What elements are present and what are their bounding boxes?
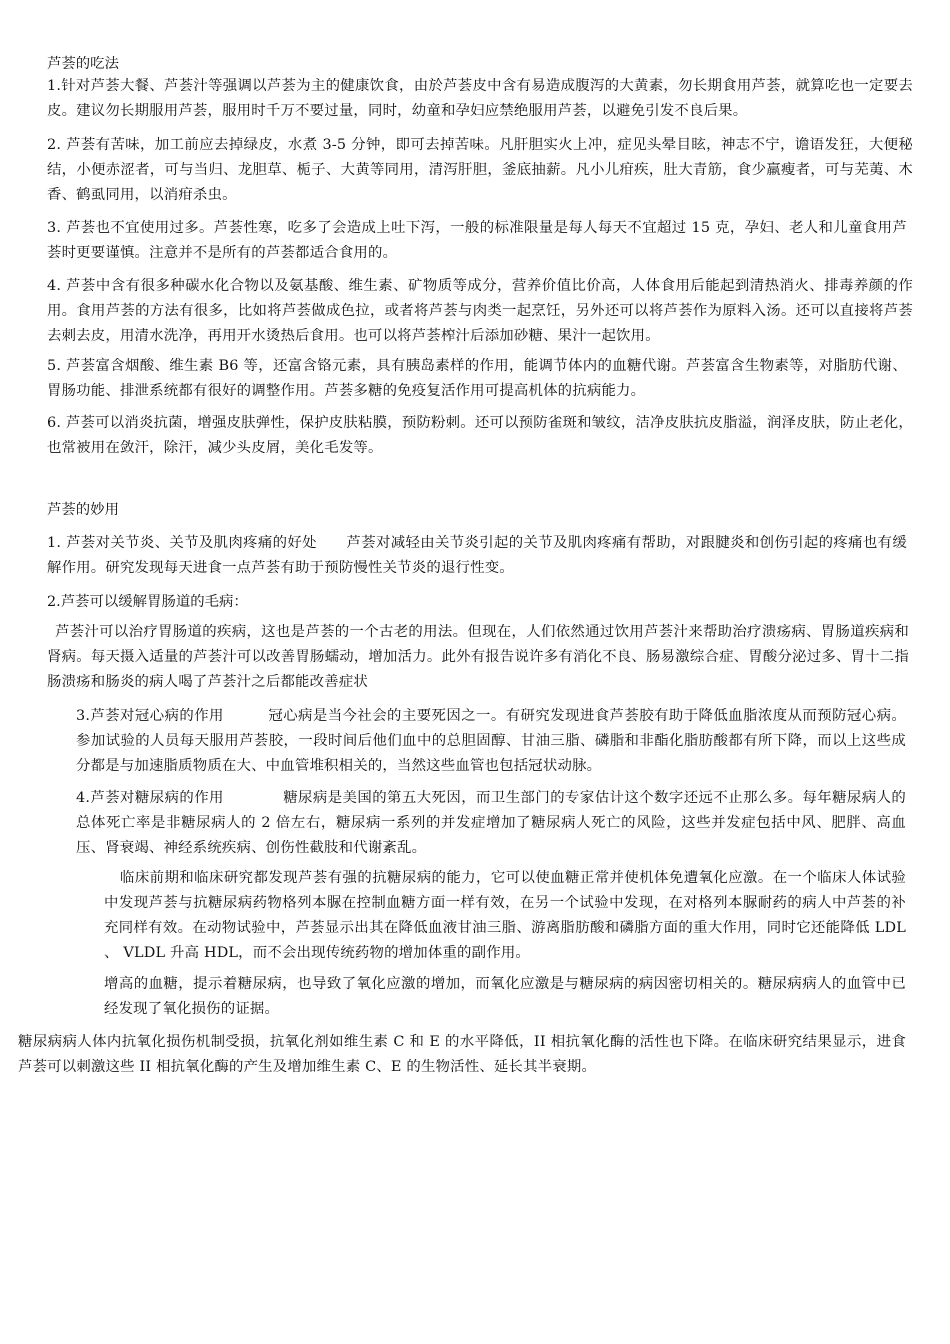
paragraph-uses-6: 增高的血糖，提示着糖尿病，也导致了氧化应激的增加，而氧化应激是与糖尿病的病因密切相关的。糖尿病病人的血管中已经发现了氧化损伤的证据。 xyxy=(104,976,906,1017)
paragraph-uses-1: 1. 芦荟对关节炎、关节及肌肉疼痛的好处 芦荟对减轻由关节炎引起的关节及肌肉疼痛有帮助，对跟腱炎和创伤引起的疼痛也有缓解作用。研究发现每天进食一点芦荟有助于预防慢性关节炎的退行性变。 xyxy=(47,535,907,576)
paragraph-eating-3: 3. 芦荟也不宜使用过多。芦荟性寒，吃多了会造成上吐下泻，一般的标准限量是每人每天不宜超过 15 克，孕妇、老人和儿童食用芦荟时更要谨慎。注意并不是所有的芦荟都适合食用的。 xyxy=(47,220,907,261)
paragraph-eating-5: 5. 芦荟富含烟酸、维生素 B6 等，还富含铬元素，具有胰岛素样的作用，能调节体内的血糖代谢。芦荟富含生物素等，对脂肪代谢、胃肠功能、排泄系统都有很好的调整作用。芦荟多糖的免疫复活作用可提高机体的抗病能力。 xyxy=(47,358,907,399)
paragraph-eating-4: 4. 芦荟中含有很多种碳水化合物以及氨基酸、维生素、矿物质等成分，营养价值比价高，人体食用后能起到清热消火、排毒养颜的作用。食用芦荟的方法有很多，比如将芦荟做成色拉，或者将芦荟与肉类一起烹饪，另外还可以将芦荟作为原料入汤。还可以直接将芦荟去刺去皮，用清水洗净，再用开水烫热后食用。也可以将芦荟榨汁后添加砂糖、果汁一起饮用。 xyxy=(47,278,913,344)
paragraph-eating-6: 6. 芦荟可以消炎抗菌，增强皮肤弹性，保护皮肤粘膜，预防粉刺。还可以预防雀斑和皱纹，洁净皮肤抗皮脂溢，润泽皮肤，防止老化，也常被用在敛汗，除汗，减少头皮屑，美化毛发等。 xyxy=(47,415,913,456)
paragraph-eating-2: 2. 芦荟有苦味，加工前应去掉绿皮，水煮 3-5 分钟，即可去掉苦味。凡肝胆实火上冲，症见头晕目眩，神志不宁，谵语发狂，大便秘结，小便赤涩者，可与当归、龙胆草、栀子、大黄等同用，清泻肝胆，釜底抽薪。凡小儿疳疾，肚大青筋，食少羸瘦者，可与芜荑、木香、鹤虱同用，以消疳杀虫。 xyxy=(47,137,913,203)
paragraph-uses-2-body: 芦荟汁可以治疗胃肠道的疾病，这也是芦荟的一个古老的用法。但现在，人们依然通过饮用芦荟汁来帮助治疗溃疡病、胃肠道疾病和肾病。每天摄入适量的芦荟汁可以改善胃肠蠕动，增加活力。此外有报告说许多有消化不良、肠易激综合症、胃酸分泌过多、胃十二指肠溃疡和肠炎的病人喝了芦荟汁之后都能改善症状 xyxy=(47,624,909,690)
paragraph-uses-2-title: 2.芦荟可以缓解胃肠道的毛病： xyxy=(47,594,248,610)
paragraph-uses-4: 4.芦荟对糖尿病的作用 糖尿病是美国的第五大死因，而卫生部门的专家估计这个数字还远不止那么多。每年糖尿病人的总体死亡率是非糖尿病人的 2 倍左右，糖尿病一系列的并发症增加了糖尿病人死亡的风险，这些并发症包括中风、肥胖、高血压、肾衰竭、神经系统疾病、创伤性截肢和代谢紊乱。 xyxy=(76,790,906,856)
paragraph-eating-1: 1.针对芦荟大餐、芦荟汁等强调以芦荟为主的健康饮食，由於芦荟皮中含有易造成腹泻的大黄素，勿长期食用芦荟，就算吃也一定要去皮。建议勿长期服用芦荟，服用时千万不要过量，同时，幼童和孕妇应禁绝服用芦荟，以避免引发不良后果。 xyxy=(47,78,913,119)
paragraph-uses-5: 临床前期和临床研究都发现芦荟有强的抗糖尿病的能力，它可以使血糖正常并使机体免遭氧化应激。在一个临床人体试验中发现芦荟与抗糖尿病药物格列本脲在控制血糖方面一样有效，在另一个试验中发现，在对格列本脲耐药的病人中芦荟的补充同样有效。在动物试验中，芦荟显示出其在降低血液甘油三脂、游离脂肪酸和磷脂方面的重大作用，同时它还能降低 LDL 、 VLDL 升高 HDL，而不会出现传统药物的增加体重的副作用。 xyxy=(104,870,906,961)
paragraph-uses-7: 糖尿病病人体内抗氧化损伤机制受损，抗氧化剂如维生素 C 和 E 的水平降低，II 相抗氧化酶的活性也下降。在临床研究结果显示，进食芦荟可以刺激这些 II 相抗氧化酶的产生及增加维生素 C、E 的生物活性、延长其半衰期。 xyxy=(18,1034,906,1075)
section-title-wonderful-uses: 芦荟的妙用 xyxy=(47,502,119,518)
section-title-eating-methods: 芦荟的吃法 xyxy=(47,56,119,72)
paragraph-uses-3: 3.芦荟对冠心病的作用 冠心病是当今社会的主要死因之一。有研究发现进食芦荟胶有助于降低血脂浓度从而预防冠心病。参加试验的人员每天服用芦荟胶，一段时间后他们血中的总胆固醇、甘油三脂、磷脂和非酯化脂肪酸都有所下降，而以上这些成分都是与加速脂质物质在大、中血管堆积相关的，当然这些血管也包括冠状动脉。 xyxy=(76,708,906,774)
